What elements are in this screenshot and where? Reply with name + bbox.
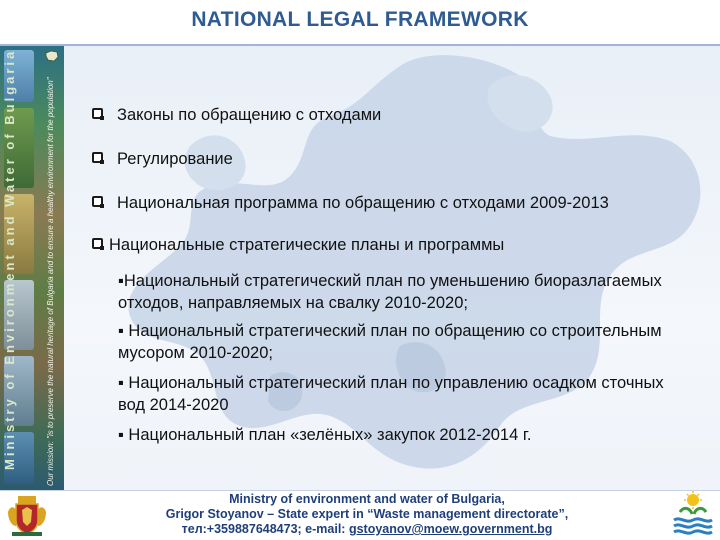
footer-contact — [92, 492, 642, 537]
bulgaria-map-icon — [44, 48, 60, 64]
bullet-item — [92, 192, 609, 214]
environment-logo-icon — [666, 490, 720, 540]
sub-item: ▪ Национальный стратегический план по обращению со строительным мусором 2010-2020; — [118, 322, 662, 362]
checkbox-bullet-icon — [92, 152, 103, 163]
sub-item: ▪Национальный стратегический план по уменьшению биоразлагаемых отходов, направляемых на свалку 2010-2020; — [118, 272, 662, 312]
footer-phone: тел:+359887648473; e-mail: — [181, 522, 349, 536]
bullet-text: Законы по обращению с отходами — [117, 106, 382, 124]
mission-vertical-text: Our mission: "is to preserve the natural heritage of Bulgaria and to ensure a healthy environment for the population" — [46, 77, 55, 486]
ministry-vertical-text: Ministry of Environment and Water of Bulgaria — [2, 48, 17, 470]
bullet-item — [92, 104, 381, 126]
bulgarian-coat-of-arms-icon — [4, 492, 50, 538]
bullet-text: Национальная программа по обращению с отходами 2009-2013 — [117, 194, 609, 212]
footer-line — [92, 522, 642, 537]
checkbox-bullet-icon — [92, 238, 103, 249]
email-link[interactable]: gstoyanov@moew.government.bg — [348, 522, 553, 536]
bullet-item — [92, 148, 233, 170]
footer-line: Ministry of environment and water of Bulgaria, — [229, 492, 505, 506]
sub-item: ▪ Национальный стратегический план по управлению осадком сточных вод 2014-2020 — [118, 374, 664, 414]
bullet-text: Национальные стратегические планы и программы — [109, 236, 505, 254]
bullet-item — [92, 234, 504, 256]
page-title: NATIONAL LEGAL FRAMEWORK — [191, 8, 529, 31]
checkbox-bullet-icon — [92, 196, 103, 207]
checkbox-bullet-icon — [92, 108, 103, 119]
bullet-text: Регулирование — [117, 150, 233, 168]
footer-line: Grigor Stoyanov – State expert in “Waste management directorate”, — [165, 507, 569, 521]
sub-item: ▪ Национальный план «зелёных» закупок 2012-2014 г. — [118, 426, 532, 444]
